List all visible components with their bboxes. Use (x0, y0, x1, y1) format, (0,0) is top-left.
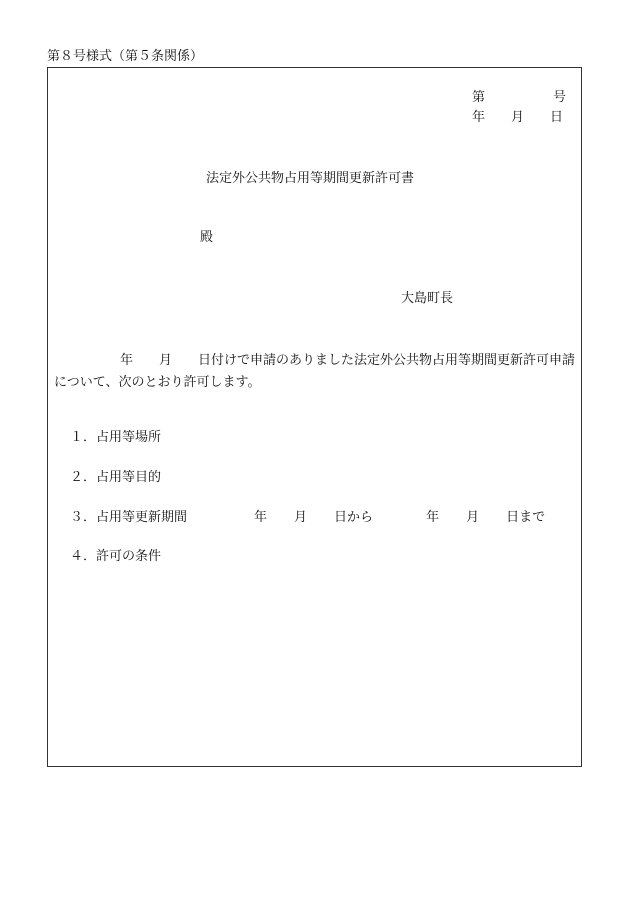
date-month: 月 (511, 110, 525, 125)
to-year: 年 (426, 510, 440, 525)
number-suffix: 号 (553, 90, 567, 105)
body-year: 年 (120, 353, 134, 368)
issuer-name: 大島町長 (401, 291, 454, 306)
date-day: 日 (550, 110, 564, 125)
form-number-label: 第８号様式（第５条関係） (47, 49, 204, 64)
document-title: 法定外公共物占用等期間更新許可書 (206, 171, 415, 186)
list-item-renewal-period (70, 511, 545, 524)
addressee-suffix: 殿 (200, 230, 214, 245)
list-item-conditions: ４．許可の条件 (70, 549, 162, 564)
number-prefix: 第 (472, 90, 486, 105)
to-month: 月 (466, 510, 480, 525)
from-day: 日から (334, 510, 374, 525)
body-month: 月 (159, 353, 173, 368)
body-text: 日付けで申請のありました法定外公共物占用等期間更新許可申請について、次のとおり許可します。 (54, 353, 576, 390)
list-item-purpose: ２．占用等目的 (70, 470, 162, 485)
to-day: 日まで (506, 510, 546, 525)
date-year: 年 (472, 110, 486, 125)
from-year: 年 (254, 510, 268, 525)
from-month: 月 (294, 510, 308, 525)
list-item-location: １．占用等場所 (70, 430, 162, 445)
body-paragraph (54, 350, 576, 394)
issue-date-line (472, 111, 563, 124)
renewal-period-label: ３．占用等更新期間 (70, 510, 188, 525)
document-number-line (472, 91, 566, 104)
